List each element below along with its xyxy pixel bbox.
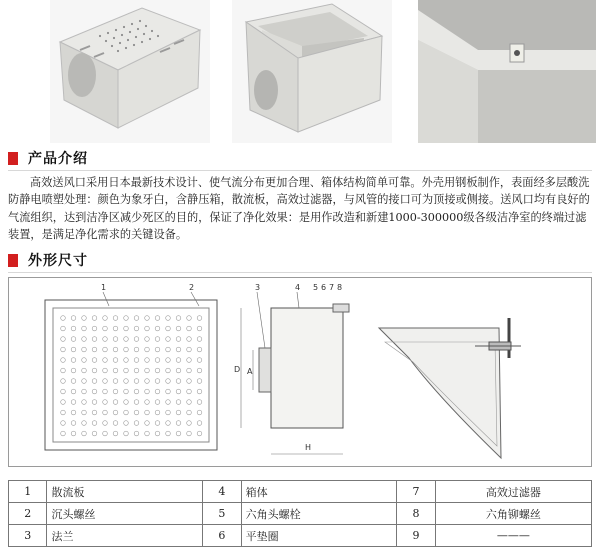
divider [8, 170, 592, 171]
perforation [124, 379, 129, 384]
drawing-canvas [9, 278, 591, 466]
dim-height: D [234, 365, 241, 374]
perforation [197, 431, 202, 436]
perforation [92, 389, 97, 394]
perforation [134, 326, 139, 331]
perforation [71, 431, 76, 436]
perforation [197, 337, 202, 342]
perforation [82, 316, 87, 321]
part-name: 沉头螺丝 [47, 503, 203, 525]
perforation [166, 421, 171, 426]
part-name: 散流板 [47, 481, 203, 503]
section-dimensions [8, 250, 88, 270]
perforation [197, 326, 202, 331]
perforation [82, 337, 87, 342]
perforation [113, 358, 118, 363]
perforation [197, 316, 202, 321]
part-number: 9 [397, 525, 435, 547]
perforation [92, 347, 97, 352]
part-name: 平垫圈 [241, 525, 397, 547]
perforation [176, 389, 181, 394]
perforation [187, 358, 192, 363]
perforation [124, 326, 129, 331]
perforation [145, 337, 150, 342]
perforation [166, 368, 171, 373]
section-title: 外形尺寸 [28, 253, 88, 269]
perforation [124, 337, 129, 342]
table-row [9, 481, 592, 503]
perforation [92, 326, 97, 331]
perforation [134, 316, 139, 321]
perforation [71, 389, 76, 394]
perforation [155, 368, 160, 373]
perforation [124, 421, 129, 426]
perforation [103, 400, 108, 405]
perforation [82, 347, 87, 352]
perforation [124, 368, 129, 373]
perforation [145, 389, 150, 394]
perforation [113, 316, 118, 321]
callout-1: 1 [101, 283, 107, 292]
perforation [103, 431, 108, 436]
perforation [197, 379, 202, 384]
perforation [82, 421, 87, 426]
section-product-intro [8, 148, 88, 168]
perforation [145, 410, 150, 415]
perforation [187, 431, 192, 436]
perforation [92, 358, 97, 363]
perforation [187, 389, 192, 394]
perforation [124, 389, 129, 394]
perforation [71, 410, 76, 415]
perforation [71, 316, 76, 321]
perforation [155, 400, 160, 405]
dim-inner: A [247, 367, 253, 376]
perforation [155, 410, 160, 415]
perforation [166, 358, 171, 363]
perforation [103, 368, 108, 373]
parts-table [8, 480, 592, 547]
perforation [92, 400, 97, 405]
perforation [176, 368, 181, 373]
perforation [113, 389, 118, 394]
perforation [71, 400, 76, 405]
callout-4: 4 [295, 283, 301, 292]
perforation [61, 379, 66, 384]
perforation [92, 410, 97, 415]
perforation [103, 421, 108, 426]
perforation [113, 326, 118, 331]
perforation [71, 368, 76, 373]
perforation [71, 358, 76, 363]
part-number: 2 [9, 503, 47, 525]
perforation [187, 400, 192, 405]
perforation [61, 347, 66, 352]
perforation [124, 358, 129, 363]
table-row [9, 525, 592, 547]
perforation [71, 421, 76, 426]
part-number: 8 [397, 503, 435, 525]
photo-plenum-box [232, 0, 392, 143]
perforation [176, 421, 181, 426]
callout-7: 7 [329, 283, 335, 292]
perforation [134, 421, 139, 426]
perforation [134, 337, 139, 342]
perforation [113, 368, 118, 373]
perforation [197, 347, 202, 352]
part-number: 1 [9, 481, 47, 503]
part-name: 法兰 [47, 525, 203, 547]
perforation [176, 379, 181, 384]
perforation [113, 431, 118, 436]
perforation [92, 368, 97, 373]
perforation [134, 400, 139, 405]
perforation [61, 316, 66, 321]
perforation [134, 431, 139, 436]
table-row [9, 503, 592, 525]
perforation [176, 316, 181, 321]
perforation [197, 400, 202, 405]
perforation [82, 379, 87, 384]
section-marker-icon [8, 254, 18, 267]
perforation [187, 326, 192, 331]
perforation [197, 389, 202, 394]
section-marker-icon [8, 152, 18, 165]
perforation [113, 347, 118, 352]
perforation [92, 337, 97, 342]
perforation [166, 389, 171, 394]
part-number: 6 [203, 525, 241, 547]
photo-diffuser-panel [50, 0, 210, 143]
perforation [176, 347, 181, 352]
perforation [82, 431, 87, 436]
perforation [155, 347, 160, 352]
part-name: 箱体 [241, 481, 397, 503]
perforation [124, 431, 129, 436]
callout-6: 6 [321, 283, 327, 292]
perforation [71, 347, 76, 352]
photo-corner-detail [418, 0, 596, 143]
perforation [61, 358, 66, 363]
part-name: ——— [435, 525, 591, 547]
divider [8, 272, 592, 273]
intro-paragraph: 高效送风口采用日本最新技术设计、使气流分布更加合理、箱体结构简单可靠。外壳用钢板制作，表面经多层酸洗防静电喷塑处理：颜色为象牙白，含静压箱，散流板，高效过滤器，与风管的接口可为顶接或侧接。送风口均有良好的气流组织，达到洁净区减少死区的目的，保证了净化效果：是用作改造和新建1000-300000级各级洁净室的终端过滤装置，是满足净化需求的关键设备。 [8, 176, 590, 242]
perforation [71, 326, 76, 331]
perforation [187, 410, 192, 415]
perforation [82, 368, 87, 373]
callout-8: 8 [337, 283, 343, 292]
part-number: 7 [397, 481, 435, 503]
perforation [61, 389, 66, 394]
perforation [187, 379, 192, 384]
perforation [124, 316, 129, 321]
part-name: 六角铆螺丝 [435, 503, 591, 525]
perforation [92, 421, 97, 426]
perforation [166, 400, 171, 405]
perforation [166, 410, 171, 415]
perforation [92, 379, 97, 384]
perforation [103, 337, 108, 342]
perforation [197, 358, 202, 363]
perforation [187, 337, 192, 342]
perforation [134, 410, 139, 415]
perforation [61, 337, 66, 342]
perforation [92, 431, 97, 436]
perforation [155, 337, 160, 342]
perforation [187, 368, 192, 373]
perforation [166, 316, 171, 321]
perforation [155, 326, 160, 331]
perforation [71, 379, 76, 384]
perforation [113, 421, 118, 426]
part-number: 5 [203, 503, 241, 525]
perforation [113, 337, 118, 342]
perforation [134, 368, 139, 373]
perforation [197, 421, 202, 426]
perforation [166, 347, 171, 352]
perforation [166, 326, 171, 331]
perforation [103, 326, 108, 331]
perforation [166, 431, 171, 436]
dim-width: H [305, 443, 312, 452]
perforation [113, 400, 118, 405]
part-name: 高效过滤器 [435, 481, 591, 503]
perforation [134, 347, 139, 352]
perforation [103, 358, 108, 363]
perforation [103, 347, 108, 352]
perforation [103, 316, 108, 321]
perforation [61, 410, 66, 415]
perforation [155, 389, 160, 394]
perforation [82, 326, 87, 331]
perforation [103, 410, 108, 415]
front-view [45, 283, 217, 450]
perforation [124, 347, 129, 352]
perforation [155, 358, 160, 363]
perforation [145, 347, 150, 352]
perforation [166, 379, 171, 384]
perforation [187, 316, 192, 321]
perforation [176, 410, 181, 415]
perforation [145, 431, 150, 436]
perforation [176, 326, 181, 331]
perforation [82, 358, 87, 363]
perforation [82, 400, 87, 405]
perforation [82, 410, 87, 415]
perforation [176, 337, 181, 342]
perforation [134, 389, 139, 394]
technical-drawing [8, 277, 592, 467]
perforation [71, 337, 76, 342]
perforation [61, 326, 66, 331]
perforation [176, 431, 181, 436]
perforation [155, 421, 160, 426]
perforation [134, 379, 139, 384]
perforation [61, 400, 66, 405]
perforation [145, 379, 150, 384]
perforation [145, 421, 150, 426]
perforation [92, 316, 97, 321]
perforation [103, 379, 108, 384]
perforation [187, 421, 192, 426]
perforation [197, 368, 202, 373]
perforation [134, 358, 139, 363]
part-name: 六角头螺栓 [241, 503, 397, 525]
detail-view [379, 318, 521, 458]
perforation [124, 400, 129, 405]
section-title: 产品介绍 [28, 151, 88, 167]
perforation [187, 347, 192, 352]
perforation [61, 368, 66, 373]
perforation [61, 421, 66, 426]
part-number: 3 [9, 525, 47, 547]
perforation [145, 316, 150, 321]
perforation [176, 358, 181, 363]
perforation [124, 410, 129, 415]
perforation [145, 326, 150, 331]
perforation [166, 337, 171, 342]
perforation [113, 410, 118, 415]
callout-3: 3 [255, 283, 261, 292]
callout-5: 5 [313, 283, 319, 292]
perforation [145, 400, 150, 405]
perforation [61, 431, 66, 436]
part-number: 4 [203, 481, 241, 503]
perforation [155, 431, 160, 436]
perforation [155, 316, 160, 321]
side-view [234, 283, 349, 454]
perforation [145, 368, 150, 373]
perforation [103, 389, 108, 394]
perforation [82, 389, 87, 394]
perforation [176, 400, 181, 405]
perforation [113, 379, 118, 384]
callout-2: 2 [189, 283, 195, 292]
perforation [155, 379, 160, 384]
perforation [197, 410, 202, 415]
perforation [145, 358, 150, 363]
